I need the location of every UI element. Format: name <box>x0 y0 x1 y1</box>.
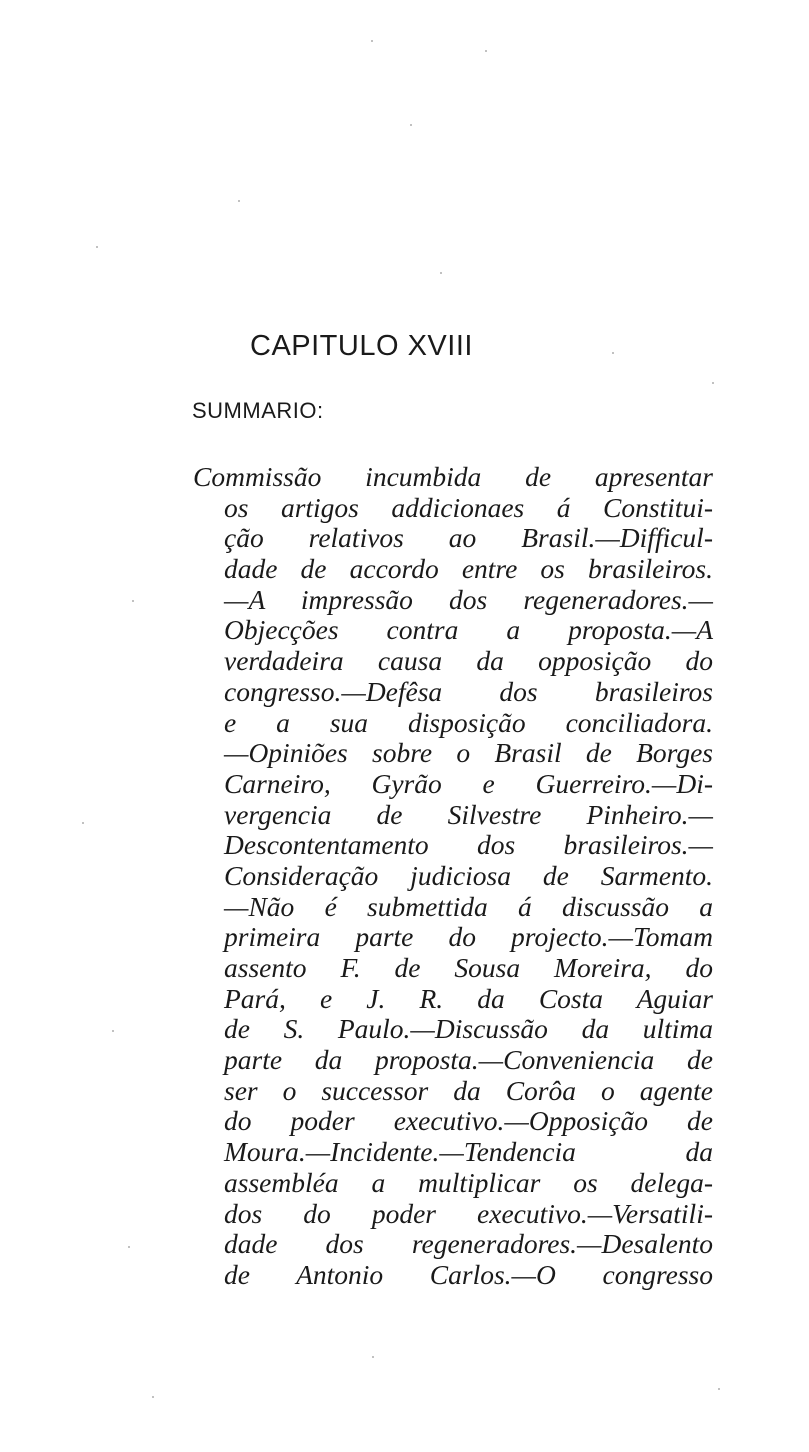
print-speck <box>82 822 84 824</box>
print-speck <box>96 246 98 248</box>
chapter-title: CAPITULO XVIII <box>250 330 473 362</box>
summary-line: de S. Paulo.—Discussão da ultima <box>224 1013 713 1045</box>
summary-line: assento F. de Sousa Moreira, do <box>224 952 713 983</box>
summary-line: Consideração judiciosa de Sarmento. <box>224 859 713 891</box>
summary-line: primeira parte do projecto.—Tomam <box>224 921 713 953</box>
print-speck <box>152 1396 154 1398</box>
summary-line: —A impressão dos regeneradores.— <box>224 583 713 615</box>
print-speck <box>612 352 614 354</box>
summary-line: Commissão incumbida de apresentar <box>193 461 713 492</box>
summary-line: dade de accordo entre os brasileiros. <box>224 553 713 585</box>
summary-line: parte da proposta.—Conveniencia de <box>224 1044 713 1076</box>
summary-line: do poder executivo.—Opposição de <box>224 1105 713 1137</box>
summary-line: dade dos regeneradores.—Desalento <box>224 1228 713 1260</box>
print-speck <box>440 272 442 274</box>
summary-line: Moura.—Incidente.—Tendencia da <box>224 1136 713 1168</box>
summary-line: verdadeira causa da opposição do <box>224 645 713 677</box>
summary-line: Descontentamento dos brasileiros.— <box>224 829 713 861</box>
print-speck <box>132 600 134 602</box>
summary-line: Carneiro, Gyrão e Guerreiro.—Di- <box>224 767 713 799</box>
summary-line: Objecções contra a proposta.—A <box>224 614 713 646</box>
summary-line: —Não é submettida á discussão a <box>224 890 713 922</box>
summary-line: e a sua disposição conciliadora. <box>224 706 713 738</box>
print-speck <box>372 1356 374 1358</box>
summary-line: ção relativos ao Brasil.—Difficul- <box>224 522 713 554</box>
print-speck <box>410 124 412 126</box>
summary-line: —Opiniões sobre o Brasil de Borges <box>224 737 713 769</box>
print-speck <box>112 1030 114 1032</box>
print-speck <box>712 382 714 384</box>
summary-line: congresso.—Defêsa dos brasileiros <box>224 675 713 707</box>
summary-line: Pará, e J. R. da Costa Aguiar <box>224 982 713 1014</box>
print-speck <box>371 40 373 42</box>
summary-body <box>193 462 713 1291</box>
summary-line: assembléa a multiplicar os delega- <box>224 1166 713 1198</box>
summary-heading: SUMMARIO: <box>192 398 324 423</box>
summary-line: os artigos addicionaes á Constitui- <box>224 491 713 523</box>
print-speck <box>238 200 240 202</box>
summary-line: dos do poder executivo.—Versatili- <box>224 1197 713 1229</box>
summary-line: de Antonio Carlos.—O congresso <box>224 1258 713 1290</box>
print-speck <box>718 1388 720 1390</box>
summary-line: ser o successor da Corôa o agente <box>224 1074 713 1106</box>
summary-line: vergencia de Silvestre Pinheiro.— <box>224 798 713 830</box>
print-speck <box>485 50 487 52</box>
print-speck <box>128 1246 130 1248</box>
